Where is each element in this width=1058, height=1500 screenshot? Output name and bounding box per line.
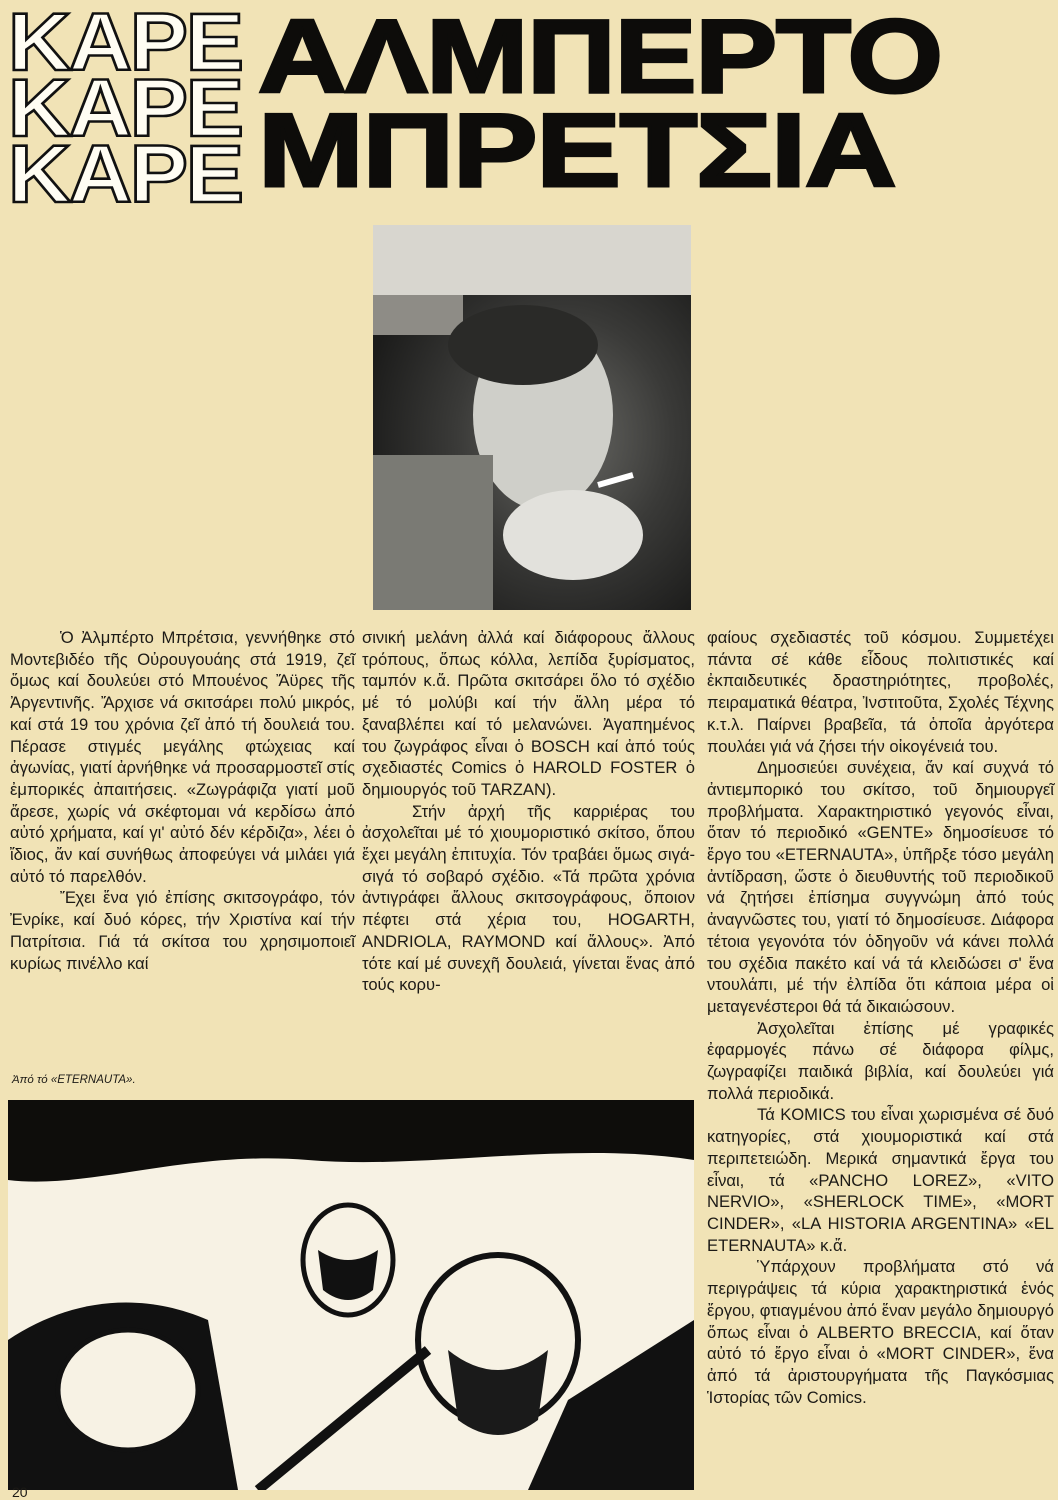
article-column-1 (10, 627, 355, 974)
page-number: 20 (12, 1484, 28, 1500)
paragraph: Ἀσχολεῖται ἐπίσης μέ γραφικές ἐφαρμογές πάνω σέ διάφορα φίλμς, ζωγραφίζει παιδικά βιβλία, καί δουλεύει γιά πολλά περιοδικά. (707, 1018, 1054, 1103)
paragraph: σινική μελάνη ἀλλά καί διάφορους ἄλλους τρόπους, ὅπως κόλλα, λεπίδα ξυρίσματος, ταμπόν κ.ἄ. Πρῶτα σκιτσάρει ὅλο τό σχέδιο μέ τό μολύβι καί τήν ἄλλη μέρα τό ξαναβλέπει καί τό μελανώνει. Ἀγαπημένος του ζωγράφος εἶναι ὁ BOSCH καί ἀπό τούς σχεδιαστές Comics ὁ HAROLD FOSTER ὁ δημιουργός τοῦ TARZAN). (362, 628, 695, 799)
image-caption: Ἀπό τό «ETERNAUTA». (12, 1074, 136, 1086)
portrait-illustration (373, 225, 691, 610)
title-line-1: ΑΛΜΠΕΡΤΟ (258, 0, 942, 115)
paragraph: Ὑπάρχουν προβλήματα στό νά περιγράψεις τά κύρια χαρακτηριστικά ἑνός ἔργου, φτιαγμένου ἀπό ἕναν μεγάλο δημιουργό ὅπως εἶναι ὁ ALBERTO BRECCIA, καί ὅταν αὐτό τό ἔργο εἶναι ὁ «MORT CINDER», ἕνα ἀπό τά ἀριστουργήματα τῆς Παγκόσμιας Ἱστορίας τῶν Comics. (707, 1257, 1054, 1407)
article-column-3 (707, 627, 1054, 1408)
paragraph: Ὁ Ἀλμπέρτο Μπρέτσια, γεννήθηκε στό Μοντεβιδέο τῆς Οὐρουγουάης στά 1919, ζεῖ ὅμως καί δουλεύει στό Μπουένος Ἄϋρες τῆς Ἀργεντινῆς. Ἄρχισε νά σκιτσάρει πολύ μικρός, καί στά 19 του χρόνια ζεῖ ἀπό τή δουλειά του. Πέρασε στιγμές μεγάλης φτώχειας καί ἀγωνίας, γιατί ἀρνήθηκε νά προσαρμοστεῖ στίς ἐμπορικές ἀπαιτήσεις. «Ζωγράφιζα γιατί μοῦ ἄρεσε, χωρίς νά σκέφτομαι νά κερδίσω ἀπό αὐτό χρήματα, καί γι' αὐτό δέν κέρδιζα», λέει ὁ ἴδιος, ἄν καί συνήθως ἀποφεύγει νά μιλάει γιά αὐτό τό παρελθόν. (10, 628, 355, 886)
paragraph: Τά KOMICS του εἶναι χωρισμένα σέ δυό κατηγορίες, στά χιουμοριστικά καί στά περιπετειώδη. Μερικά σημαντικά ἔργα του εἶναι, τά «PANCHO LOREZ», «VITO NERVIO», «SHERLOCK TIME», «MORT CINDER», «LA HISTORIA ARGENTINA» «EL ETERNAUTA» κ.ἄ. (707, 1105, 1054, 1255)
portrait-photo (373, 225, 691, 610)
paragraph: φαίους σχεδιαστές τοῦ κόσμου. Συμμετέχει πάντα σέ κάθε εἶδους πολιτιστικές καί ἐκπαιδευτικές δραστηριότητες, προβολές, πειραματικά θέατρα, Ἰνστιτοῦτα, Σχολές Τέχνης κ.τ.λ. Παίρνει βραβεῖα, τά ὁποῖα ἀργότερα πουλάει γιά νά ζήσει τήν οἰκογένειά του. (707, 628, 1054, 756)
comic-panel-illustration (8, 1100, 694, 1490)
section-label-line: ΚΑΡΕ (8, 127, 242, 220)
article-column-2 (362, 627, 695, 996)
section-label-line: ΚΑΡΕ (8, 0, 242, 88)
paragraph: Ἔχει ἕνα γιό ἐπίσης σκιτσογράφο, τόν Ἐνρίκε, καί δυό κόρες, τήν Χριστίνα καί τήν Πατρίτσια. Γιά τά σκίτσα του χρησιμοποιεῖ κυρίως πινέλλο καί (10, 888, 355, 973)
paragraph: Δημοσιεύει συνέχεια, ἄν καί συχνά τό ἀντιεμπορικό του σκίτσο, τοῦ δημιουργεῖ προβλήματα. Χαρακτηριστικό γεγονός εἶναι, ὅταν τό περιοδικό «GENTE» δημοσίευσε τό ἔργο του «ETERNAUTA», ὑπῆρξε τόσο μεγάλη ἀντίδραση, ὥστε ὁ διευθυντής τοῦ περιοδικοῦ νά ζητήσει ἐπίσημα συγγνώμη ἀπό τούς ἀναγνῶστες του, γιατί τό δημοσίευσε. Διάφορα τέτοια γεγονότα τόν ὁδηγοῦν νά κάνει πολλά του σχέδια πακέτο καί νά τά κλειδώσει σ' ἕνα ντουλάπι, μέ τήν ἐλπίδα ὅτι κάποια μέρα οἱ μεταγενέστεροι θά τά δικαιώσουν. (707, 758, 1054, 1016)
paragraph: Στήν ἀρχή τῆς καρριέρας του ἀσχολεῖται μέ τό χιουμοριστικό σκίτσο, ὅπου ἔχει μεγάλη ἐπιτυχία. Τόν τραβάει ὅμως σιγά-σιγά τό σοβαρό σχέδιο. «Τά πρῶτα χρόνια ἀντιγράφει ἄλλους σκιτσογράφους, ὅποιον πέφτει στά χέρια του, HOGARTH, ANDRIOLA, RAYMOND καί ἄλλους». Ἀπό τότε καί μέ συνεχῆ δουλειά, γίνεται ἕνας ἀπό τούς κορυ- (362, 801, 695, 995)
section-label-line: ΚΑΡΕ (8, 61, 242, 154)
title-line-2: ΜΠΡΕΤΣΙΑ (258, 93, 896, 209)
